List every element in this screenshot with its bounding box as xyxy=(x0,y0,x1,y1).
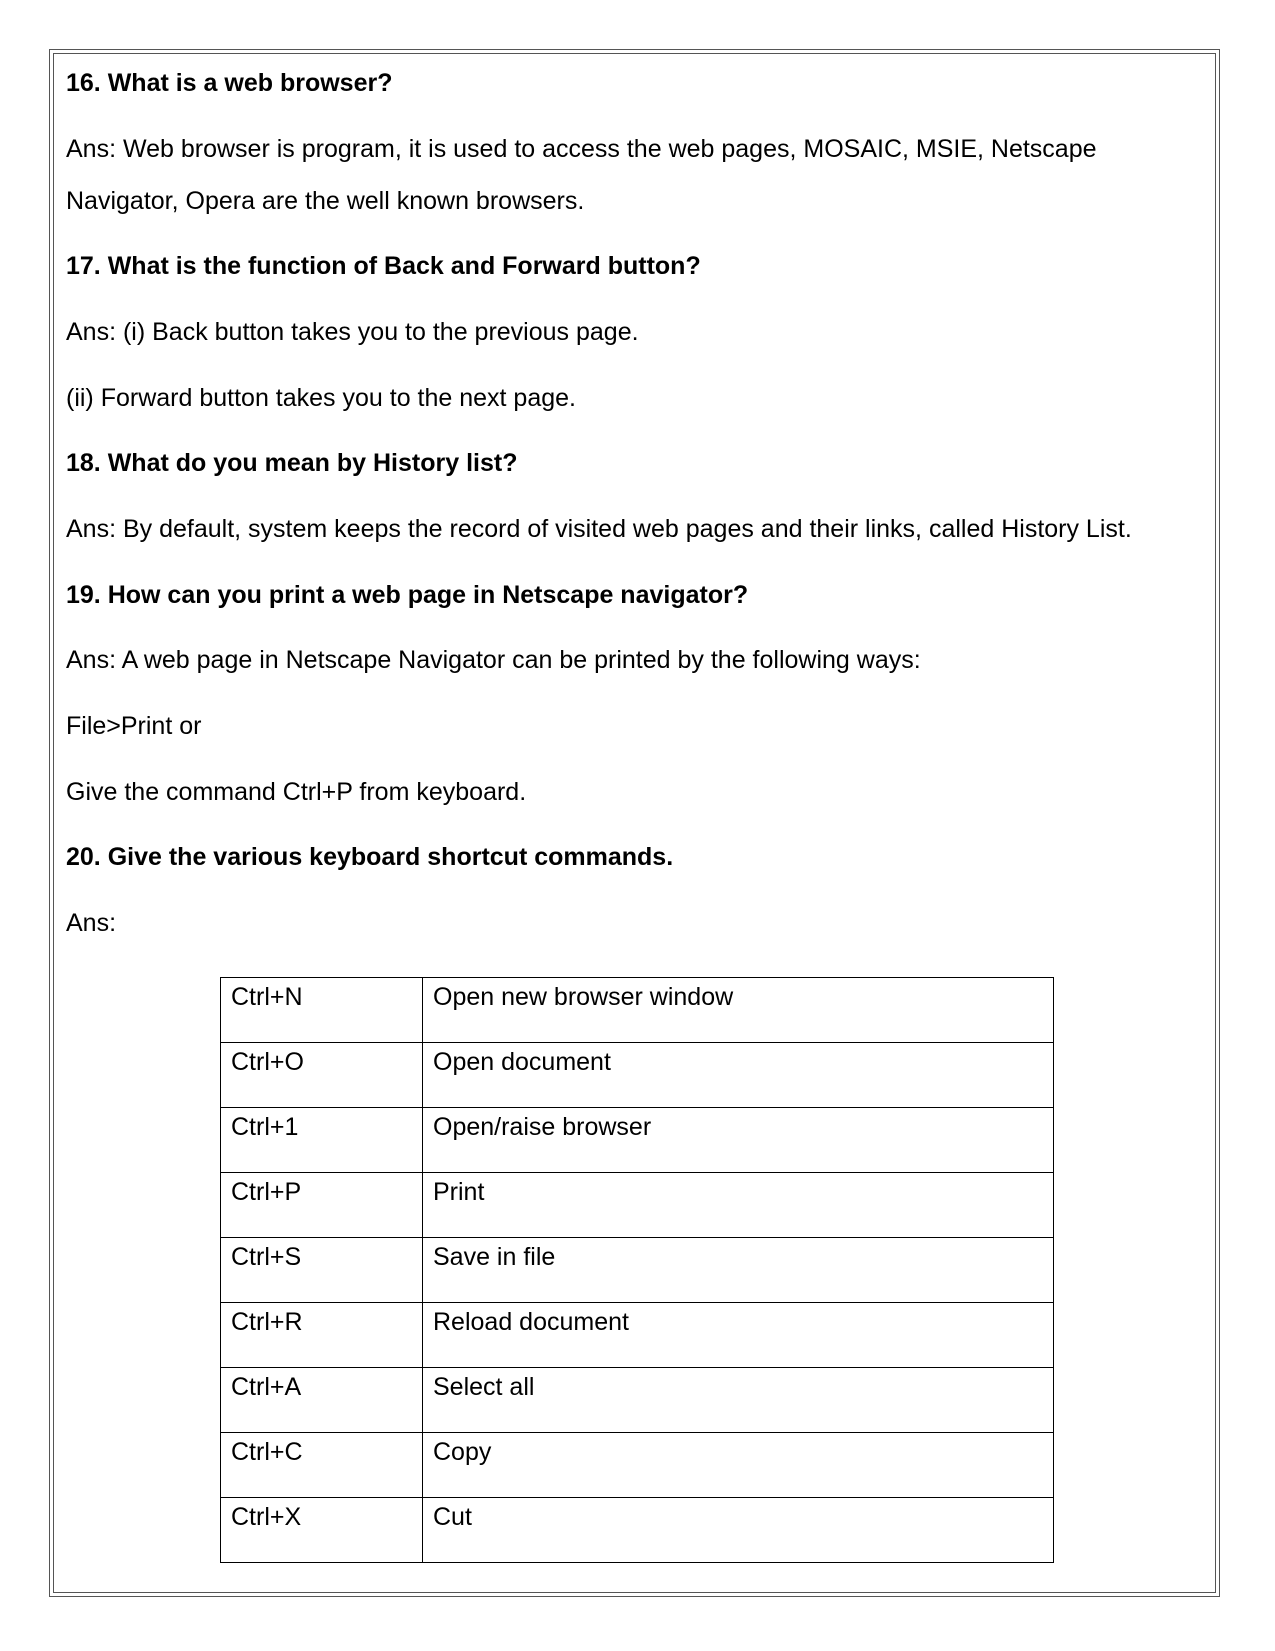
shortcut-key: Ctrl+R xyxy=(221,1303,423,1368)
table-row xyxy=(221,1043,1054,1108)
question-20-heading: 20. Give the various keyboard shortcut commands. xyxy=(66,843,674,871)
shortcut-key: Ctrl+N xyxy=(221,978,423,1043)
answer-18-line-1: Ans: By default, system keeps the record of visited web pages and their links, called History List. xyxy=(66,515,1132,543)
shortcut-action: Save in file xyxy=(423,1238,1054,1303)
shortcut-key: Ctrl+P xyxy=(221,1173,423,1238)
table-row xyxy=(221,1303,1054,1368)
table-row xyxy=(221,1368,1054,1433)
question-18-heading: 18. What do you mean by History list? xyxy=(66,449,518,477)
answer-19-line-3: Give the command Ctrl+P from keyboard. xyxy=(66,778,527,806)
answer-16-line-2: Navigator, Opera are the well known browsers. xyxy=(66,187,585,215)
answer-17-line-1: Ans: (i) Back button takes you to the previous page. xyxy=(66,318,639,346)
shortcut-key: Ctrl+X xyxy=(221,1498,423,1563)
shortcut-key: Ctrl+A xyxy=(221,1368,423,1433)
shortcut-action: Open/raise browser xyxy=(423,1108,1054,1173)
shortcut-action: Open document xyxy=(423,1043,1054,1108)
shortcut-key: Ctrl+O xyxy=(221,1043,423,1108)
shortcut-action: Cut xyxy=(423,1498,1054,1563)
answer-19-line-2: File>Print or xyxy=(66,712,202,740)
shortcut-action: Print xyxy=(423,1173,1054,1238)
answer-17-line-2: (ii) Forward button takes you to the next page. xyxy=(66,384,576,412)
shortcut-action: Copy xyxy=(423,1433,1054,1498)
table-row xyxy=(221,1433,1054,1498)
table-row xyxy=(221,1173,1054,1238)
table-row xyxy=(221,1498,1054,1563)
shortcut-key: Ctrl+S xyxy=(221,1238,423,1303)
table-row xyxy=(221,1108,1054,1173)
answer-16-line-1: Ans: Web browser is program, it is used to access the web pages, MOSAIC, MSIE, Netscape xyxy=(66,135,1097,163)
shortcut-action: Open new browser window xyxy=(423,978,1054,1043)
shortcut-action: Reload document xyxy=(423,1303,1054,1368)
table-row xyxy=(221,978,1054,1043)
shortcut-action: Select all xyxy=(423,1368,1054,1433)
shortcut-key: Ctrl+C xyxy=(221,1433,423,1498)
question-17-heading: 17. What is the function of Back and Forward button? xyxy=(66,252,701,280)
question-16-heading: 16. What is a web browser? xyxy=(66,69,393,97)
answer-20-line-1: Ans: xyxy=(66,909,117,937)
question-19-heading: 19. How can you print a web page in Netscape navigator? xyxy=(66,581,749,609)
shortcut-table xyxy=(220,977,1054,1563)
shortcut-key: Ctrl+1 xyxy=(221,1108,423,1173)
answer-19-line-1: Ans: A web page in Netscape Navigator can be printed by the following ways: xyxy=(66,646,921,674)
table-row xyxy=(221,1238,1054,1303)
